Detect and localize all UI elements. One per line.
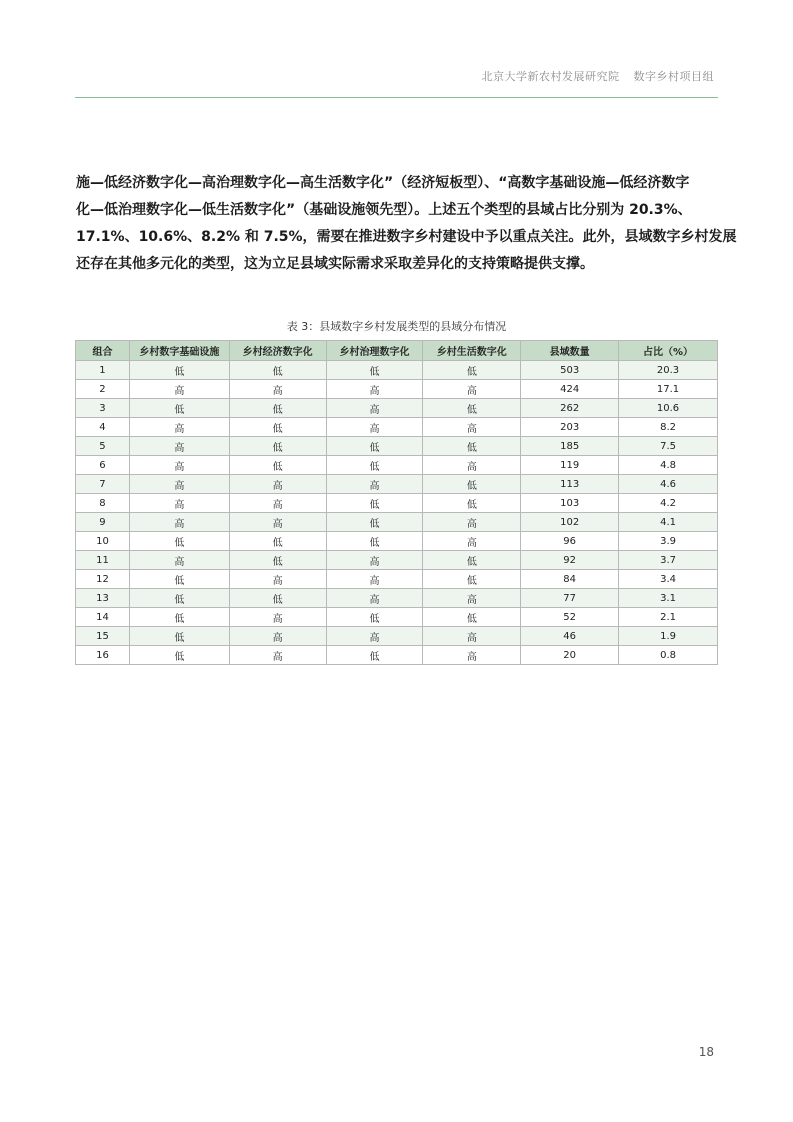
table-cell: 9 [76, 513, 130, 532]
table-cell: 4.1 [619, 513, 718, 532]
table-cell: 203 [521, 418, 619, 437]
table-row [76, 570, 718, 589]
header-org: 北京大学新农村发展研究院 [481, 70, 620, 83]
table-cell: 424 [521, 380, 619, 399]
table-cell: 高 [229, 608, 326, 627]
table-cell: 5 [76, 437, 130, 456]
table-cell: 低 [129, 399, 229, 418]
table-row [76, 608, 718, 627]
column-header: 县域数量 [521, 341, 619, 361]
table-cell: 262 [521, 399, 619, 418]
table-cell: 16 [76, 646, 130, 665]
table-cell: 低 [326, 437, 423, 456]
table-cell: 92 [521, 551, 619, 570]
table-cell: 77 [521, 589, 619, 608]
table-cell: 高 [129, 475, 229, 494]
table-cell: 高 [229, 570, 326, 589]
table-cell: 低 [326, 646, 423, 665]
table-cell: 低 [229, 589, 326, 608]
table-cell: 高 [423, 418, 521, 437]
table-cell: 高 [423, 456, 521, 475]
header-rule [75, 97, 718, 98]
table-cell: 10.6 [619, 399, 718, 418]
table-cell: 84 [521, 570, 619, 589]
table-cell: 高 [229, 627, 326, 646]
table-cell: 3.1 [619, 589, 718, 608]
table-cell: 低 [229, 551, 326, 570]
table-cell: 低 [326, 456, 423, 475]
table-cell: 低 [423, 399, 521, 418]
table-cell: 3.9 [619, 532, 718, 551]
header-group: 数字乡村项目组 [633, 70, 714, 83]
table-cell: 高 [423, 513, 521, 532]
table-cell: 高 [423, 627, 521, 646]
table-row [76, 418, 718, 437]
paragraph-line: 化—低治理数字化—低生活数字化”（基础设施领先型）。上述五个类型的县域占比分别为 20.3%、 [76, 202, 692, 218]
page-header [472, 68, 715, 84]
table-cell: 4.6 [619, 475, 718, 494]
table-cell: 低 [423, 608, 521, 627]
table-cell: 17.1 [619, 380, 718, 399]
page-number: 18 [698, 1045, 714, 1059]
table-cell: 高 [129, 513, 229, 532]
table-cell: 低 [229, 456, 326, 475]
table-cell: 103 [521, 494, 619, 513]
column-header: 组合 [76, 341, 130, 361]
table-row [76, 380, 718, 399]
table-cell: 119 [521, 456, 619, 475]
table-cell: 高 [229, 380, 326, 399]
paragraph-line: 施—低经济数字化—高治理数字化—高生活数字化”（经济短板型）、“高数字基础设施—低经济数字 [76, 175, 690, 191]
table-cell: 高 [129, 437, 229, 456]
table-cell: 52 [521, 608, 619, 627]
table-cell: 12 [76, 570, 130, 589]
table-cell: 2 [76, 380, 130, 399]
table-cell: 11 [76, 551, 130, 570]
table-cell: 20 [521, 646, 619, 665]
table-cell: 低 [129, 646, 229, 665]
table-row [76, 589, 718, 608]
table-cell: 高 [326, 570, 423, 589]
table-cell: 低 [326, 494, 423, 513]
table-cell: 高 [326, 551, 423, 570]
table-cell: 低 [129, 608, 229, 627]
table-cell: 低 [423, 494, 521, 513]
table-cell: 低 [326, 532, 423, 551]
table-cell: 低 [229, 437, 326, 456]
table-cell: 4 [76, 418, 130, 437]
table-row [76, 456, 718, 475]
table-cell: 13 [76, 589, 130, 608]
table-row [76, 532, 718, 551]
column-header: 占比（%） [619, 341, 718, 361]
table-cell: 高 [326, 475, 423, 494]
table-cell: 高 [229, 646, 326, 665]
table-row [76, 551, 718, 570]
table-cell: 20.3 [619, 361, 718, 380]
table-cell: 低 [423, 551, 521, 570]
table-cell: 高 [229, 475, 326, 494]
table-cell: 7 [76, 475, 130, 494]
table-cell: 10 [76, 532, 130, 551]
table-cell: 113 [521, 475, 619, 494]
table-cell: 0.8 [619, 646, 718, 665]
table-cell: 46 [521, 627, 619, 646]
table-caption: 表 3：县域数字乡村发展类型的县域分布情况 [286, 320, 507, 333]
table-cell: 低 [326, 361, 423, 380]
paragraph-line: 17.1%、10.6%、8.2% 和 7.5%，需要在推进数字乡村建设中予以重点关注。此外，县域数字乡村发展 [76, 229, 737, 245]
table-cell: 高 [326, 399, 423, 418]
table-cell: 低 [229, 532, 326, 551]
column-header: 乡村治理数字化 [326, 341, 423, 361]
table-row [76, 494, 718, 513]
column-header: 乡村数字基础设施 [129, 341, 229, 361]
paragraph-line: 还存在其他多元化的类型，这为立足县域实际需求采取差异化的支持策略提供支撑。 [76, 256, 594, 272]
table-cell: 14 [76, 608, 130, 627]
distribution-table [75, 340, 718, 665]
table-cell: 低 [129, 627, 229, 646]
table-cell: 7.5 [619, 437, 718, 456]
table-cell: 15 [76, 627, 130, 646]
table-cell: 低 [326, 513, 423, 532]
table-cell: 高 [129, 551, 229, 570]
table-row [76, 437, 718, 456]
table-cell: 4.8 [619, 456, 718, 475]
table-cell: 高 [129, 494, 229, 513]
table-cell: 低 [129, 570, 229, 589]
table-row [76, 627, 718, 646]
column-header: 乡村经济数字化 [229, 341, 326, 361]
table-cell: 低 [129, 532, 229, 551]
table-cell: 高 [129, 418, 229, 437]
table-row [76, 399, 718, 418]
table-cell: 低 [423, 475, 521, 494]
table-cell: 2.1 [619, 608, 718, 627]
table-cell: 185 [521, 437, 619, 456]
table-cell: 6 [76, 456, 130, 475]
table-cell: 低 [229, 418, 326, 437]
table-cell: 高 [423, 532, 521, 551]
table-cell: 低 [423, 437, 521, 456]
column-header: 乡村生活数字化 [423, 341, 521, 361]
table-cell: 1.9 [619, 627, 718, 646]
table-cell: 低 [229, 361, 326, 380]
table-cell: 低 [326, 608, 423, 627]
table-row [76, 513, 718, 532]
table-cell: 低 [423, 361, 521, 380]
table-cell: 高 [326, 589, 423, 608]
table-row [76, 475, 718, 494]
table-cell: 高 [326, 627, 423, 646]
table-cell: 3.4 [619, 570, 718, 589]
table-cell: 8 [76, 494, 130, 513]
table-cell: 高 [423, 646, 521, 665]
table-cell: 高 [423, 380, 521, 399]
table-cell: 高 [326, 418, 423, 437]
table-cell: 高 [229, 494, 326, 513]
table-cell: 96 [521, 532, 619, 551]
table-cell: 低 [129, 361, 229, 380]
table-cell: 低 [129, 589, 229, 608]
table-cell: 高 [129, 456, 229, 475]
table-cell: 高 [129, 380, 229, 399]
table-row [76, 646, 718, 665]
table-cell: 3 [76, 399, 130, 418]
table-cell: 低 [423, 570, 521, 589]
table-cell: 503 [521, 361, 619, 380]
table-cell: 高 [423, 589, 521, 608]
table-cell: 4.2 [619, 494, 718, 513]
table-row [76, 361, 718, 380]
table-cell: 1 [76, 361, 130, 380]
table-cell: 102 [521, 513, 619, 532]
table-cell: 低 [229, 399, 326, 418]
table-cell: 高 [326, 380, 423, 399]
table-cell: 高 [229, 513, 326, 532]
table-cell: 3.7 [619, 551, 718, 570]
table-cell: 8.2 [619, 418, 718, 437]
body-paragraph [76, 170, 737, 278]
table-header-row [76, 341, 718, 361]
